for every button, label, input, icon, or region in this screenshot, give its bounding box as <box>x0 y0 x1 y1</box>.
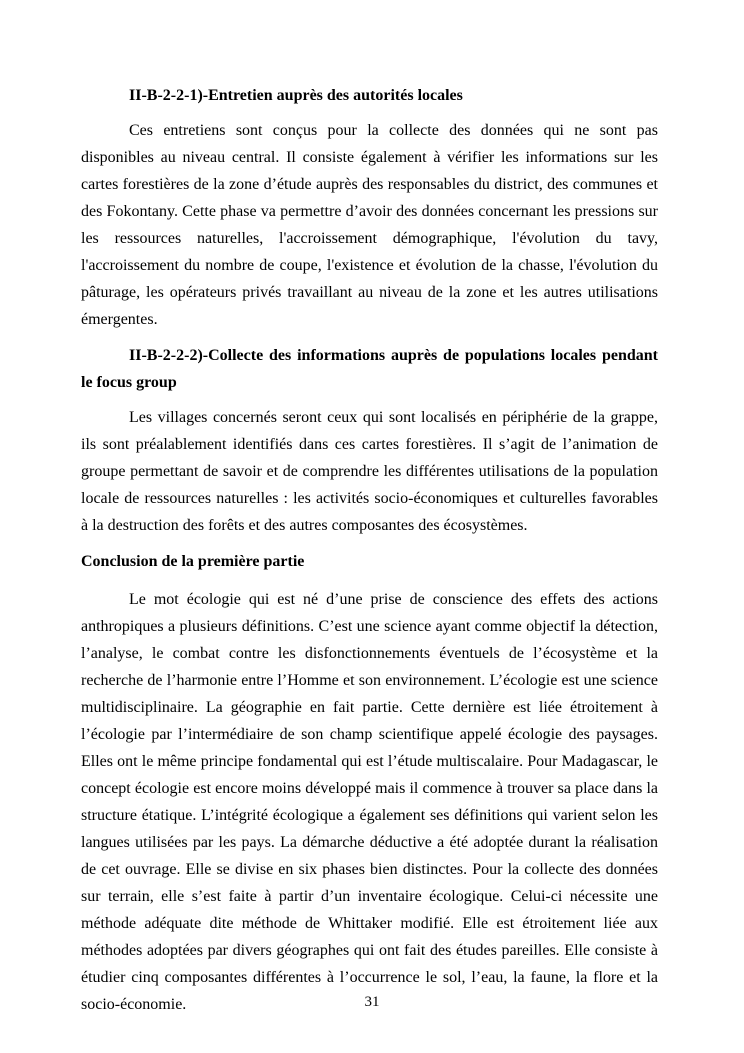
paragraph-focus-group: Les villages concernés seront ceux qui sont localisés en périphérie de la grappe, ils sont préalablement identifiés dans ces cartes forestières. Il s’agit de l’animation de groupe permettant de savoir et de comprendre les différentes utilisations de la population locale de ressources naturelles : les activités socio-économiques et culturelles favorables à la destruction des forêts et des autres composantes des écosystèmes. <box>81 409 658 534</box>
paragraph-conclusion: Le mot écologie qui est né d’une prise de conscience des effets des actions anthropiques a plusieurs définitions. C’est une science ayant comme objectif la détection, l’analyse, le combat contre les disfonctionnements éventuels de l’écosystème et la recherche de l’harmonie entre l’Homme et son environnement. L’écologie est une science multidisciplinaire. La géographie en fait partie. Cette dernière est liée étroitement à l’écologie par l’intermédiaire de son champ scientifique appelé écologie des paysages. Elles ont le même principe fondamental qui est l’étude multiscalaire. Pour Madagascar, le concept écologie est encore moins développé mais il commence à trouver sa place dans la structure étatique. L’intégrité écologique a également ses définitions qui varient selon les langues utilisées par les pays. La démarche déductive a été adoptée durant la réalisation de cet ouvrage. Elle se divise en six phases bien distinctes. Pour la collecte des données sur terrain, elle s’est faite à partir d’un inventaire écologique. Celui-ci nécessite une méthode adéquate dite méthode de Whittaker modifié. Elle est étroitement liée aux méthodes adoptées par divers géographes qui ont fait des études pareilles. Elle consiste à étudier cinq composantes différentes à l’occurrence le sol, l’eau, la faune, la flore et la socio-économie. <box>81 591 658 1013</box>
document-content <box>81 82 658 1018</box>
section-heading-collecte-focus-group: II-B-2-2-2)-Collecte des informations auprès de populations locales pendant le focus group <box>81 347 658 391</box>
paragraph-entretien-autorites: Ces entretiens sont conçus pour la collecte des données qui ne sont pas disponibles au niveau central. Il consiste également à vérifier les informations sur les cartes forestières de la zone d’étude auprès des responsables du district, des communes et des Fokontany. Cette phase va permettre d’avoir des données concernant les pressions sur les ressources naturelles, l'accroissement démographique, l'évolution du tavy, l'accroissement du nombre de coupe, l'existence et évolution de la chasse, l'évolution du pâturage, les opérateurs privés travaillant au niveau de la zone et les autres utilisations émergentes. <box>81 122 658 328</box>
section-heading-entretien-autorites: II-B-2-2-1)-Entretien auprès des autorités locales <box>129 87 463 104</box>
page-number: 31 <box>364 994 380 1010</box>
section-heading-conclusion-premiere-partie: Conclusion de la première partie <box>81 553 305 570</box>
